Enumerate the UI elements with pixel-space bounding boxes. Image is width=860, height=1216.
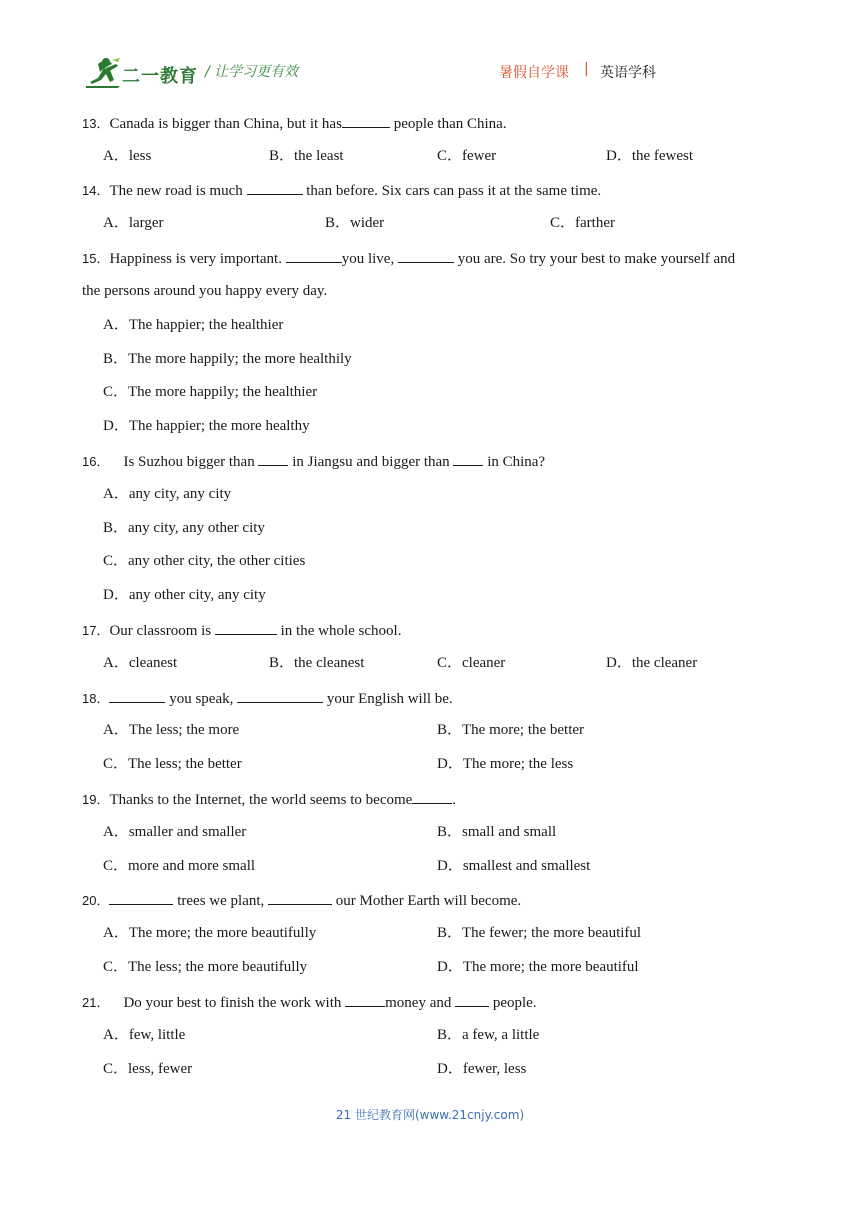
option: C．The less; the more beautifully <box>103 959 308 975</box>
answer-blank <box>455 992 489 1007</box>
question-18: 18． you speak, your English will be. <box>82 688 453 708</box>
question-21: 21． Do your best to finish the work with money and people. <box>82 992 537 1012</box>
option: A．few, little <box>103 1027 186 1043</box>
option: A．any city, any city <box>103 486 232 502</box>
option: B．the least <box>269 148 344 164</box>
subject-label: 英语学科 <box>600 65 656 81</box>
option: A．The more; the more beautifully <box>103 925 317 941</box>
logo-text: 二一教育 <box>122 66 198 87</box>
option: C．less, fewer <box>103 1061 193 1077</box>
answer-blank <box>258 451 288 466</box>
answer-blank <box>268 890 332 905</box>
option: C．any other city, the other cities <box>103 553 306 569</box>
option: C．fewer <box>437 148 497 164</box>
option: B．small and small <box>437 824 557 840</box>
question-15: 15．Happiness is very important. you live, you are. So try your best to make yourself and <box>82 248 735 268</box>
option: B．any city, any other city <box>103 520 265 536</box>
answer-blank <box>215 620 277 635</box>
answer-blank <box>109 688 165 703</box>
answer-blank <box>412 789 452 804</box>
answer-blank <box>398 248 454 263</box>
answer-blank <box>453 451 483 466</box>
option: A．larger <box>103 215 164 231</box>
option: B．a few, a little <box>437 1027 540 1043</box>
option: C．more and more small <box>103 858 256 874</box>
question-16: 16． Is Suzhou bigger than in Jiangsu and bigger than in China? <box>82 451 545 471</box>
option: A．The less; the more <box>103 722 240 738</box>
option: B．wider <box>325 215 385 231</box>
option: C．The less; the better <box>103 756 242 772</box>
option: A．less <box>103 148 152 164</box>
option: D．any other city, any city <box>103 587 266 603</box>
option: D．the fewest <box>606 148 694 164</box>
answer-blank <box>237 688 323 703</box>
option: D．the cleaner <box>606 655 698 671</box>
question-19: 19．Thanks to the Internet, the world seems to become . <box>82 789 456 809</box>
option: C．cleaner <box>437 655 506 671</box>
option: A．cleanest <box>103 655 178 671</box>
option: A．smaller and smaller <box>103 824 247 840</box>
answer-blank <box>109 890 173 905</box>
option: D．smallest and smallest <box>437 858 591 874</box>
option: B．the cleanest <box>269 655 365 671</box>
answer-blank <box>247 180 303 195</box>
option: D．The more; the less <box>437 756 574 772</box>
question-14: 14．The new road is much than before. Six cars can pass it at the same time. <box>82 180 601 200</box>
footer-link[interactable]: 21 世纪教育网(www.21cnjy.com) <box>335 1108 525 1122</box>
slogan: / 让学习更有效 <box>205 64 299 80</box>
option: A．The happier; the healthier <box>103 317 284 333</box>
header-separator: | <box>584 61 589 77</box>
option: B．The fewer; the more beautiful <box>437 925 642 941</box>
option: D．The more; the more beautiful <box>437 959 639 975</box>
answer-blank <box>286 248 342 263</box>
answer-blank <box>345 992 385 1007</box>
course-label: 暑假自学课 <box>499 65 569 81</box>
option: D．fewer, less <box>437 1061 527 1077</box>
option: D．The happier; the more healthy <box>103 418 310 434</box>
page-header <box>0 0 860 100</box>
option: B．The more; the better <box>437 722 585 738</box>
answer-blank <box>342 113 390 128</box>
question-15-continued: the persons around you happy every day. <box>82 283 328 299</box>
option: C．The more happily; the healthier <box>103 384 318 400</box>
question-13: 13．Canada is bigger than China, but it has people than China. <box>82 113 507 133</box>
option: C．farther <box>550 215 615 231</box>
option: B．The more happily; the more healthily <box>103 351 352 367</box>
question-17: 17．Our classroom is in the whole school. <box>82 620 401 640</box>
question-20: 20． trees we plant, our Mother Earth will become. <box>82 890 521 910</box>
